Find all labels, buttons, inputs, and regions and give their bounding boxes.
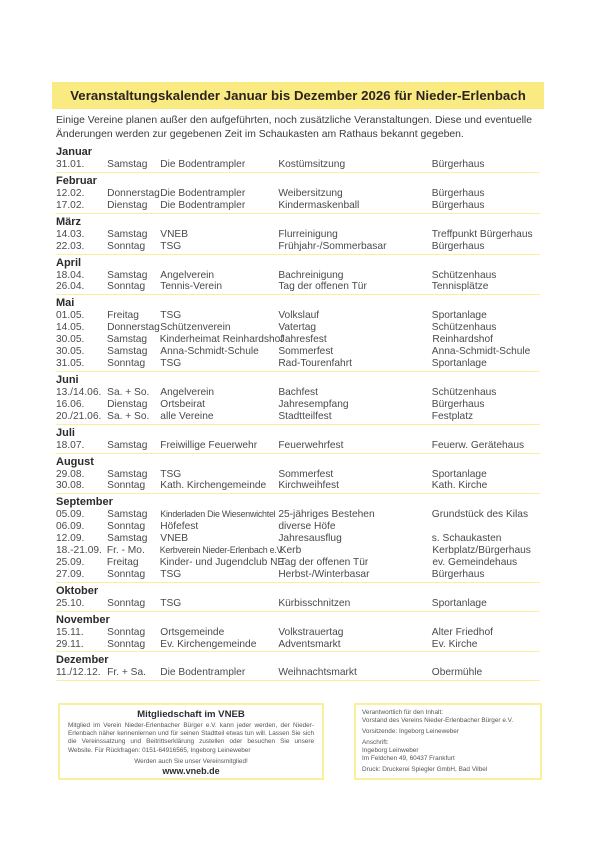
event-day: Sonntag	[107, 638, 146, 650]
month-section	[56, 494, 540, 582]
event-name: Jahresfest	[279, 334, 327, 346]
event-location: Bürgerhaus	[431, 240, 485, 252]
month-heading: November	[56, 613, 110, 626]
event-location: Feuerw. Gerätehaus	[431, 439, 525, 451]
event-row	[56, 440, 540, 452]
month-section	[56, 372, 540, 425]
event-location: Bürgerhaus	[431, 199, 485, 211]
event-row	[56, 509, 540, 521]
event-row	[56, 358, 540, 370]
event-organizer: alle Vereine	[160, 410, 214, 422]
event-location: Treffpunkt Bürgerhaus	[431, 228, 533, 240]
event-row	[56, 627, 540, 639]
event-organizer: Anna-Schmidt-Schule	[160, 346, 259, 358]
event-date: 30.05.	[56, 334, 85, 346]
event-row	[56, 334, 540, 346]
event-day: Sonntag	[107, 240, 146, 252]
event-date: 01.05.	[56, 310, 85, 322]
event-name: Herbst-/Winterbasar	[278, 568, 370, 580]
calendar-page	[56, 82, 540, 681]
event-day: Sonntag	[107, 521, 146, 533]
event-location: Tennisplätze	[431, 281, 489, 293]
event-location: Bürgerhaus	[431, 568, 485, 580]
month-section	[56, 173, 540, 214]
event-row	[56, 387, 540, 399]
event-row	[56, 411, 540, 423]
event-row	[56, 159, 540, 171]
event-date: 18.04.	[56, 269, 85, 281]
event-row	[56, 322, 540, 334]
month-heading: Oktober	[56, 584, 99, 597]
event-location: Bürgerhaus	[431, 187, 485, 199]
event-organizer: Kerbverein Nieder-Erlenbach e.V.	[159, 545, 284, 556]
event-day: Samstag	[107, 439, 148, 451]
event-name: Tag der offenen Tür	[279, 556, 369, 568]
event-row	[56, 667, 540, 679]
event-organizer: TSG	[160, 310, 182, 322]
event-location: Schützenhaus	[431, 386, 497, 398]
imprint-address	[362, 739, 534, 763]
event-day: Samstag	[107, 468, 148, 480]
event-name: Adventsmarkt	[278, 638, 341, 650]
month-heading: Februar	[56, 174, 97, 187]
event-date: 18.07.	[56, 439, 85, 451]
event-day: Fr. + Sa.	[107, 667, 146, 679]
event-organizer: VNEB	[160, 228, 189, 240]
month-heading: Juni	[56, 373, 79, 386]
month-heading: Januar	[56, 146, 93, 158]
event-day: Sonntag	[107, 357, 146, 369]
event-day: Samstag	[107, 269, 148, 281]
month-heading: Mai	[56, 297, 75, 310]
event-date: 29.08.	[56, 468, 85, 480]
event-organizer: Kinderladen Die Wiesenwichtel	[160, 509, 276, 520]
month-section	[56, 255, 540, 296]
event-name: 25-jähriges Bestehen	[278, 509, 375, 521]
event-organizer: Die Bodentrampler	[160, 199, 246, 211]
event-name: Sommerfest	[278, 468, 334, 480]
event-day: Samstag	[107, 228, 148, 240]
event-date: 11./12.12.	[56, 667, 101, 679]
event-date: 12.09.	[56, 533, 85, 545]
month-section	[56, 652, 540, 681]
event-organizer: Schützenverein	[160, 322, 231, 334]
event-name: Jahresempfang	[278, 398, 349, 410]
imprint-chair: Vorsitzende: Ingeborg Leineweber	[362, 728, 459, 735]
month-heading: Juli	[56, 426, 75, 439]
month-section	[56, 583, 540, 612]
event-location: Grundstück des Kilas	[431, 509, 529, 521]
event-day: Freitag	[106, 556, 139, 568]
event-location: s. Schaukasten	[431, 533, 502, 545]
website-link[interactable]: www.vneb.de	[162, 765, 220, 776]
title-banner	[52, 82, 544, 109]
event-location: Schützenhaus	[431, 322, 497, 334]
event-organizer: TSG	[160, 468, 182, 480]
event-date: 05.09.	[56, 509, 85, 521]
event-name: Bachreinigung	[278, 269, 344, 281]
event-row	[56, 569, 540, 581]
event-date: 15.11.	[56, 626, 84, 638]
event-day: Fr. - Mo.	[106, 545, 145, 557]
event-date: 14.03.	[56, 228, 85, 240]
imprint-box	[354, 703, 542, 780]
event-organizer: Angelverein	[160, 386, 215, 398]
event-location: Sportanlage	[431, 468, 487, 480]
event-day: Dienstag	[107, 398, 148, 410]
event-location: Sportanlage	[431, 597, 487, 609]
event-day: Sonntag	[107, 281, 146, 293]
event-row	[56, 469, 540, 481]
event-date: 13./14.06.	[56, 386, 102, 398]
event-date: 30.08.	[56, 480, 85, 492]
event-date: 22.03.	[56, 240, 85, 252]
event-name: Kindermaskenball	[278, 199, 360, 211]
event-date: 30.05.	[56, 346, 85, 358]
month-section	[56, 425, 540, 454]
event-calendar	[56, 144, 540, 681]
event-name: Rad-Tourenfahrt	[278, 357, 352, 369]
event-day: Samstag	[106, 334, 148, 346]
event-day: Samstag	[107, 509, 148, 521]
month-section	[56, 454, 540, 495]
event-organizer: Kinder- und Jugendclub NE	[159, 556, 285, 568]
event-day: Samstag	[107, 346, 148, 358]
event-organizer: TSG	[160, 240, 182, 252]
event-name: Volkslauf	[278, 310, 320, 322]
event-organizer: Ev. Kirchengemeinde	[160, 638, 257, 650]
footer	[58, 703, 542, 780]
event-name: Tag der offenen Tür	[278, 281, 367, 293]
month-section	[56, 295, 540, 372]
event-name: Frühjahr-/Sommerbasar	[278, 240, 387, 252]
event-row	[56, 188, 540, 200]
event-name: Vatertag	[278, 322, 317, 334]
event-day: Samstag	[107, 159, 148, 170]
event-row	[56, 545, 540, 557]
event-name: Weibersitzung	[278, 187, 343, 199]
event-day: Sonntag	[107, 597, 146, 609]
month-heading: März	[56, 215, 82, 228]
event-row	[56, 200, 540, 212]
event-name: Sommerfest	[278, 346, 334, 358]
event-row	[56, 281, 540, 293]
event-day: Donnerstag	[107, 322, 160, 334]
membership-text: Mitglied im Verein Nieder-Erlenbacher Bürger e.V. kann jeder werden, der Nieder-Erlenbach näher kennenlernen und für seinen Stadtteil etwas tun will. Lassen Sie sich die Vereinssatzung und Beitrittserklärung zustellen oder besuchen Sie unsere Website. Für Rückfragen: 0151-64916565, Ingeborg Leineweber	[68, 722, 314, 754]
event-location: Schützenhaus	[431, 269, 497, 281]
event-date: 06.09.	[56, 521, 85, 533]
event-day: Donnerstag	[107, 187, 160, 199]
imprint-responsible-value: Vorstand des Vereins Nieder-Erlenbacher Bürger e.V.	[362, 717, 514, 724]
event-name: Feuerwehrfest	[278, 439, 344, 451]
event-date: 20./21.06.	[56, 410, 102, 422]
event-row	[56, 241, 540, 253]
membership-title: Mitgliedschaft im VNEB	[137, 709, 245, 720]
event-date: 14.05.	[56, 322, 85, 334]
event-organizer: Ortsgemeinde	[160, 626, 225, 638]
event-day: Samstag	[107, 533, 148, 545]
event-row	[56, 399, 540, 411]
event-location: Reinhardshof	[432, 334, 493, 346]
event-row	[56, 521, 540, 533]
event-organizer: Die Bodentrampler	[160, 667, 246, 679]
event-date: 29.11.	[56, 638, 84, 650]
event-location: Bürgerhaus	[431, 159, 485, 170]
event-name: Kerb	[279, 545, 302, 557]
event-name: Kirchweihfest	[278, 480, 339, 492]
event-date: 31.05.	[56, 357, 85, 369]
event-name: Jahresausflug	[278, 533, 342, 545]
event-location: Sportanlage	[431, 310, 487, 322]
event-name: Flurreinigung	[278, 228, 338, 240]
month-heading: August	[56, 455, 94, 468]
event-date: 17.02.	[56, 199, 85, 211]
event-row	[56, 533, 540, 545]
event-row	[56, 639, 540, 651]
event-organizer: Höfefest	[160, 521, 199, 533]
event-name: Kürbisschnitzen	[278, 597, 351, 609]
event-location: Alter Friedhof	[431, 626, 493, 638]
event-date: 31.01.	[56, 159, 85, 170]
event-row	[56, 229, 540, 241]
event-name: Volkstrauertag	[278, 626, 344, 638]
month-section	[56, 612, 540, 653]
event-row	[56, 598, 540, 610]
event-day: Sonntag	[107, 626, 146, 638]
event-organizer: Die Bodentrampler	[160, 187, 246, 199]
event-name: Kostümsitzung	[278, 159, 346, 170]
event-location: Festplatz	[431, 410, 474, 422]
imprint-responsible	[362, 709, 534, 725]
event-name: Stadtteilfest	[278, 410, 332, 422]
imprint-print: Druck: Druckerei Spiegler GmbH, Bad Vilbel	[362, 766, 488, 773]
event-organizer: Tennis-Verein	[160, 281, 223, 293]
event-date: 12.02.	[56, 187, 85, 199]
event-day: Freitag	[107, 310, 139, 322]
event-row	[56, 346, 540, 358]
month-section	[56, 214, 540, 255]
event-row	[56, 270, 540, 282]
event-day: Sonntag	[107, 480, 146, 492]
event-day: Sa. + So.	[107, 386, 150, 398]
month-section	[56, 144, 540, 173]
event-organizer: TSG	[160, 357, 182, 369]
event-location: Kerbplatz/Bürgerhaus	[432, 545, 531, 557]
event-date: 18.-21.09.	[56, 545, 102, 557]
event-date: 25.09.	[56, 556, 85, 568]
membership-box	[58, 703, 324, 780]
event-day: Sa. + So.	[107, 410, 150, 422]
event-date: 26.04.	[56, 281, 85, 293]
event-date: 27.09.	[56, 568, 85, 580]
event-organizer: Die Bodentrampler	[160, 159, 246, 170]
event-location: Bürgerhaus	[431, 398, 485, 410]
event-location: Sportanlage	[431, 357, 487, 369]
event-location: Kath. Kirche	[431, 480, 488, 492]
event-organizer: TSG	[160, 568, 182, 580]
imprint-address-name: Ingeborg Leinweber	[362, 747, 419, 754]
event-location: Anna-Schmidt-Schule	[431, 346, 531, 358]
event-organizer: Freiwillige Feuerwehr	[160, 439, 258, 451]
event-day: Dienstag	[107, 199, 148, 211]
month-heading: September	[56, 496, 113, 509]
imprint-address-street: Im Feldchen 49, 60437 Frankfurt	[362, 755, 455, 762]
event-name: Bachfest	[278, 386, 318, 398]
event-name: Weihnachtsmarkt	[278, 667, 357, 679]
intro-text: Einige Vereine planen außer den aufgeführten, noch zusätzliche Veranstaltungen. Diese und eventuelle Änderungen werden zur gegebenen Zeit im Schaukasten am Rathaus bekannt gegeben.	[56, 115, 532, 140]
page-title: Veranstaltungskalender Januar bis Dezember 2026 für Nieder-Erlenbach	[70, 88, 526, 103]
membership-cta: Werden auch Sie unser Vereinsmitglied!	[134, 757, 248, 765]
event-name: diverse Höfe	[278, 521, 336, 533]
event-day: Sonntag	[107, 568, 146, 580]
event-date: 16.06.	[56, 398, 85, 410]
event-location: ev. Gemeindehaus	[432, 556, 518, 568]
event-organizer: Angelverein	[160, 269, 215, 281]
event-row	[56, 310, 540, 322]
imprint-responsible-label: Verantwortlich für den Inhalt:	[362, 709, 443, 716]
event-location	[432, 521, 540, 533]
month-heading: Dezember	[56, 654, 109, 667]
event-row	[56, 480, 540, 492]
event-organizer: Ortsbeirat	[160, 398, 206, 410]
event-location: Obermühle	[431, 667, 483, 679]
event-organizer: Kinderheimat Reinhardshof	[159, 334, 284, 346]
event-organizer: VNEB	[160, 533, 189, 545]
event-location: Ev. Kirche	[431, 638, 478, 650]
imprint-address-label: Anschrift:	[362, 739, 389, 746]
month-heading: April	[56, 256, 82, 269]
event-row	[56, 557, 540, 569]
event-date: 25.10.	[56, 597, 85, 609]
event-organizer: TSG	[160, 597, 182, 609]
event-organizer: Kath. Kirchengemeinde	[160, 480, 267, 492]
